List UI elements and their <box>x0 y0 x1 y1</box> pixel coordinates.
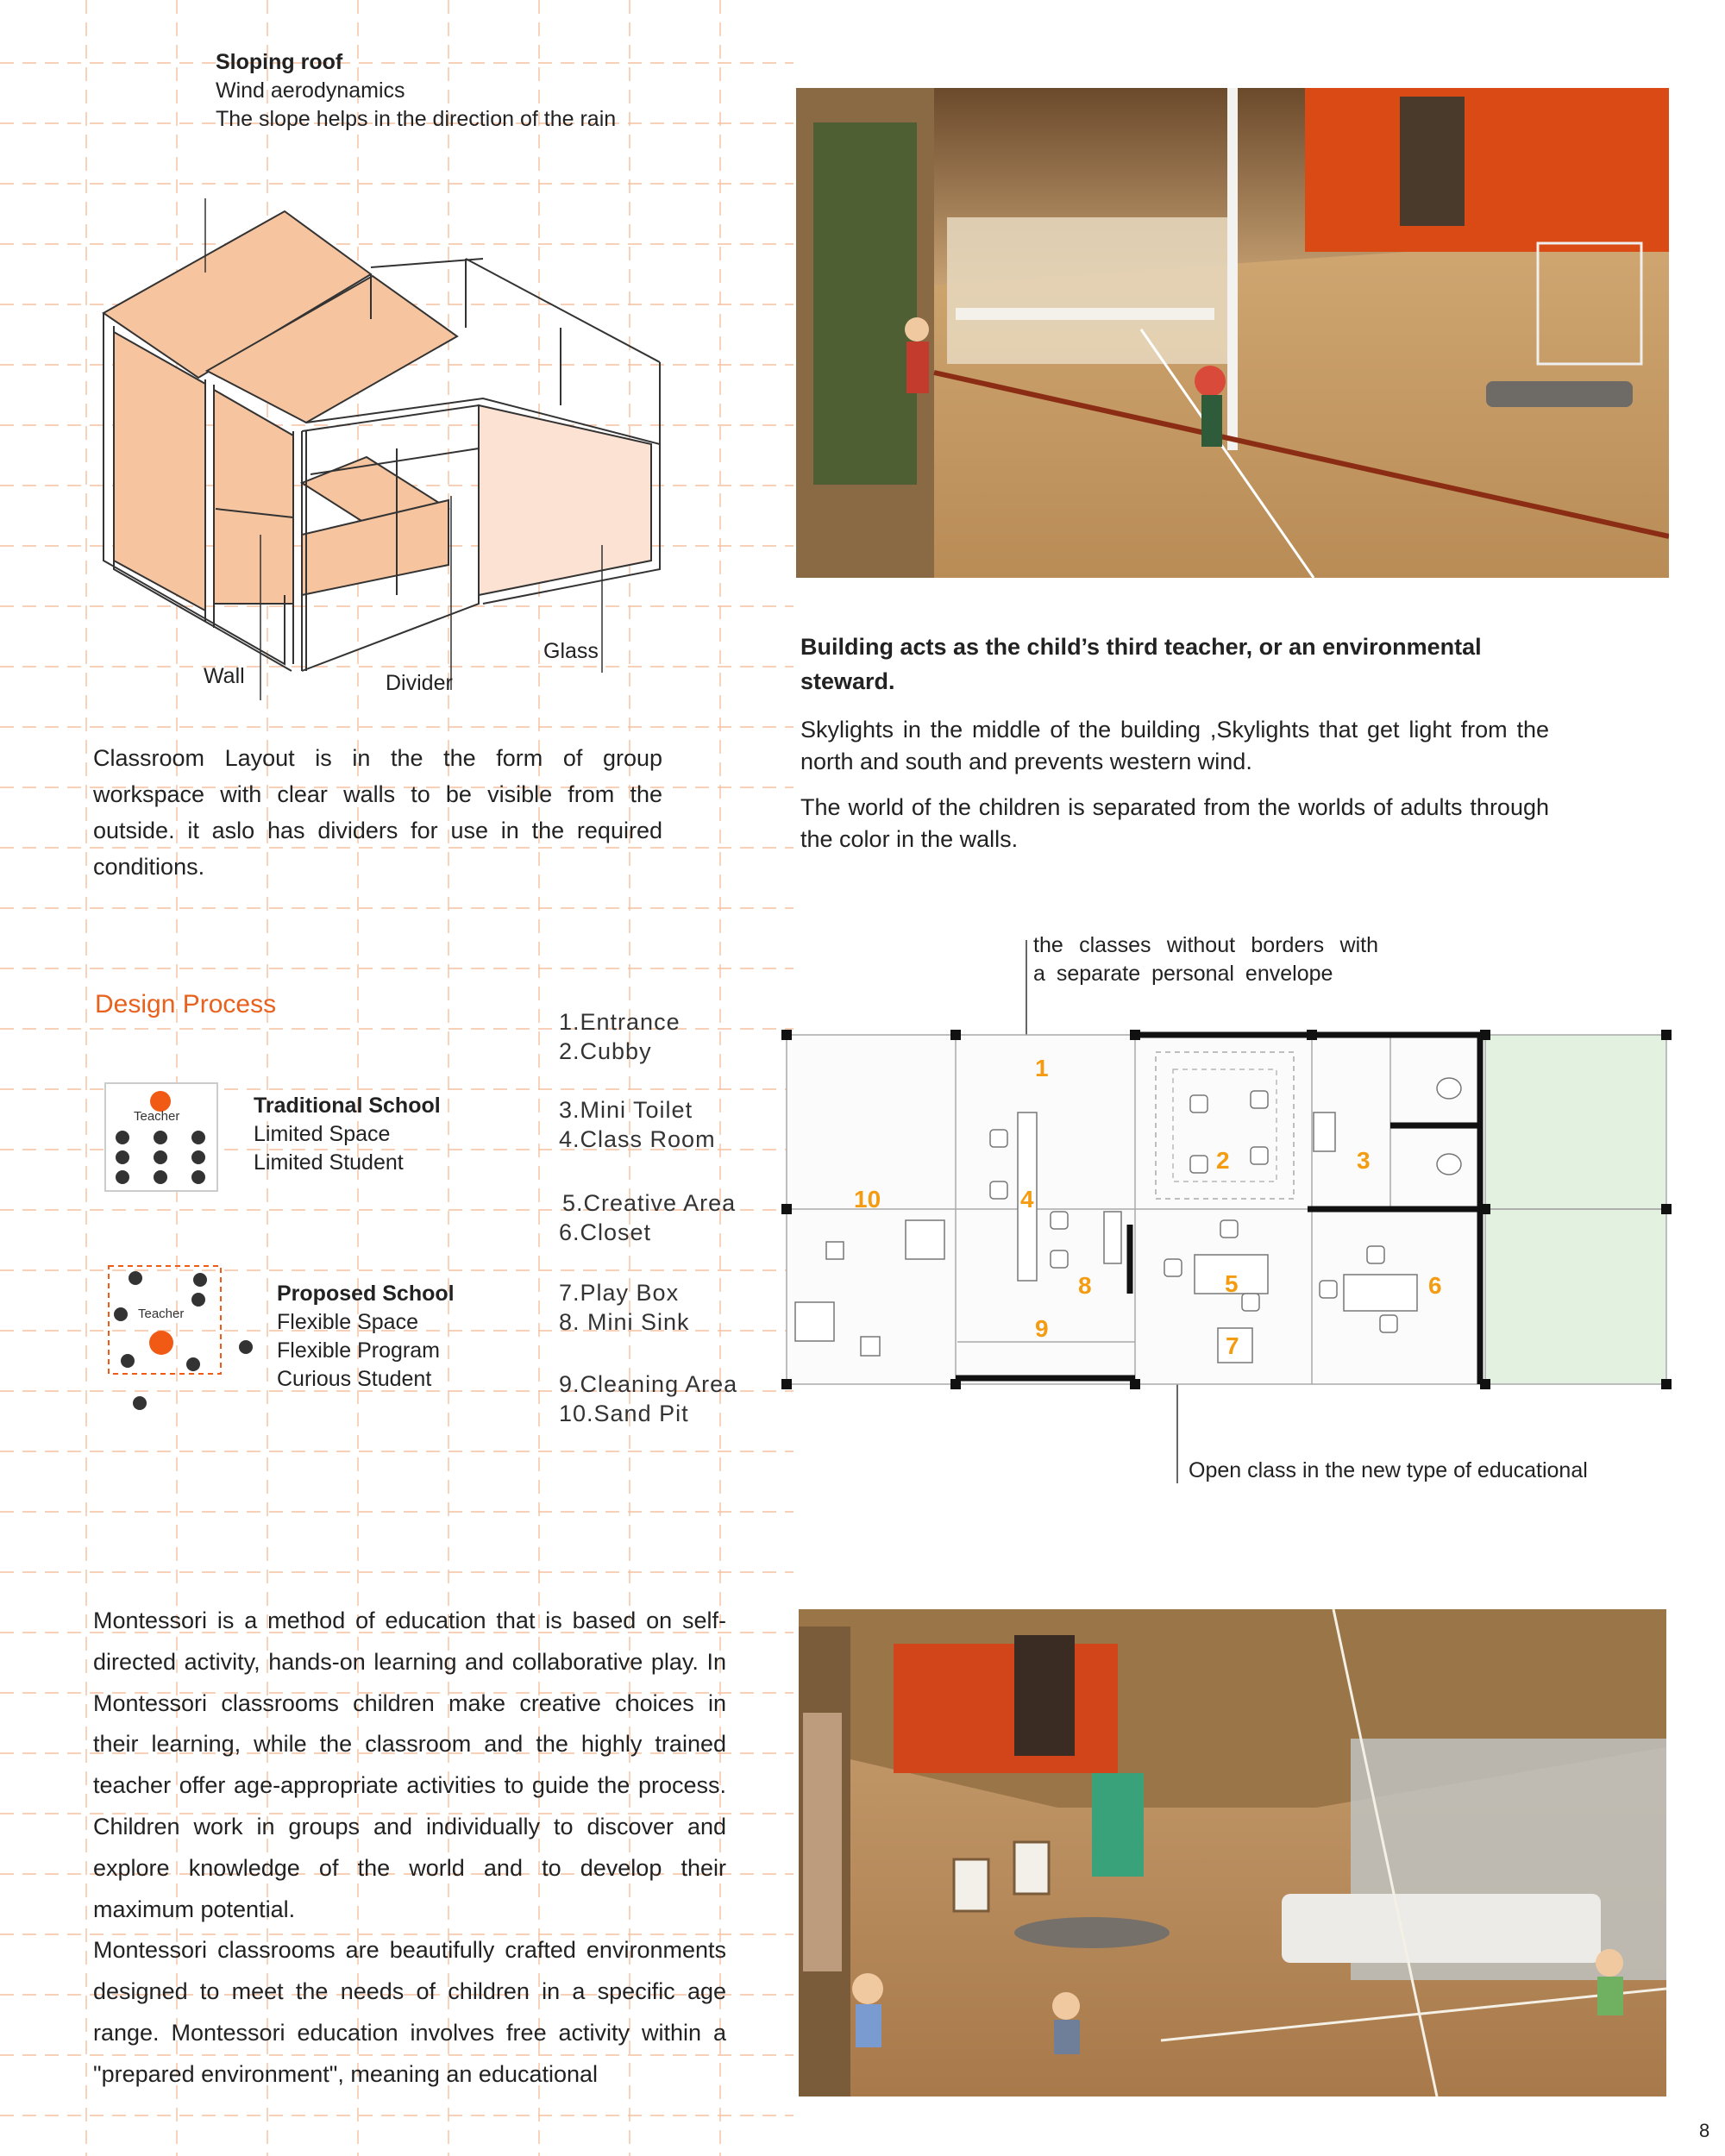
proposed-school-title: Proposed School <box>277 1282 455 1306</box>
building-text-block <box>800 630 1549 856</box>
glass-panel <box>479 405 651 595</box>
traditional-school-line-2: Limited Student <box>254 1150 404 1175</box>
building-paragraph-1: Skylights in the middle of the building ,Skylights that get light from the north and south and prevents western wind. <box>800 717 1549 774</box>
roof-line-1: Wind aerodynamics <box>216 78 405 103</box>
proposed-school-diagram <box>104 1261 267 1416</box>
wall-label: Wall <box>204 664 245 688</box>
plan-number-5: 5 <box>1225 1270 1239 1297</box>
legend-item: 4.Class Room <box>559 1126 716 1152</box>
building-paragraph-2: The world of the children is separated from the worlds of adults through the color in the walls. <box>800 794 1549 852</box>
traditional-school-diagram <box>104 1081 220 1194</box>
montessori-paragraph-2: Montessori classrooms are beautifully crafted environments designed to meet the needs of children in a specific age range. Montessori education involves free activity within a "prepared environment", meaning an educational <box>93 1937 726 2087</box>
traditional-teacher-label: Teacher <box>134 1109 180 1124</box>
building-heading: Building acts as the child’s third teacher, or an environmental steward. <box>800 634 1482 694</box>
proposed-school-line-2: Flexible Program <box>277 1338 440 1363</box>
plan-number-9: 9 <box>1035 1315 1049 1342</box>
plan-number-2: 2 <box>1216 1147 1230 1174</box>
legend-item: 8. Mini Sink <box>559 1309 690 1335</box>
divider-label: Divider <box>386 671 453 695</box>
proposed-teacher-label: Teacher <box>138 1307 185 1321</box>
proposed-school-line-3: Curious Student <box>277 1367 432 1391</box>
plan-number-3: 3 <box>1357 1147 1371 1174</box>
legend-item: 3.Mini Toilet <box>559 1097 693 1123</box>
plan-number-7: 7 <box>1226 1332 1239 1359</box>
floor-plan <box>776 931 1673 1492</box>
plan-legend <box>559 1007 737 1428</box>
proposed-school-line-1: Flexible Space <box>277 1310 418 1334</box>
legend-item: 10.Sand Pit <box>559 1401 689 1426</box>
plan-number-8: 8 <box>1078 1272 1092 1299</box>
legend-item: 2.Cubby <box>559 1038 652 1064</box>
legend-item: 7.Play Box <box>559 1280 680 1306</box>
plan-number-6: 6 <box>1428 1272 1442 1299</box>
legend-item: 1.Entrance <box>559 1009 681 1035</box>
plan-annotation-top: the classes without borders with a separate personal envelope <box>1033 933 1378 986</box>
plan-number-10: 10 <box>854 1186 881 1213</box>
plan-number-1: 1 <box>1035 1055 1049 1081</box>
interior-render-top <box>796 88 1669 578</box>
plan-number-4: 4 <box>1020 1186 1034 1213</box>
montessori-paragraph-1: Montessori is a method of education that is based on self-directed activity, hands-on learning and collaborative play. In Montessori classrooms children make creative choices in their learning, while the classroom and the highly trained teacher offer age-appropriate activities to guide the process. Children work in groups and individually to discover and explore knowledge of the world and to develop their maximum potential. <box>93 1608 726 1922</box>
proposed-school-text <box>277 1280 455 1394</box>
page-number: 8 <box>1699 2120 1710 2141</box>
plan-annotation-bottom: Open class in the new type of educational <box>1189 1458 1588 1482</box>
interior-render-bottom <box>799 1609 1666 2096</box>
legend-item: 5.Creative Area <box>562 1190 737 1216</box>
legend-item: 9.Cleaning Area <box>559 1371 738 1397</box>
classroom-description: Classroom Layout is in the the form of group workspace with clear walls to be visible from the outside. it aslo has dividers for use in the required conditions. <box>93 745 662 880</box>
roof-title: Sloping roof <box>216 50 343 74</box>
design-process-title: Design Process <box>95 990 277 1018</box>
montessori-text <box>93 1601 726 2096</box>
wall-panel-front <box>214 390 293 604</box>
traditional-school-text <box>254 1092 441 1177</box>
traditional-school-title: Traditional School <box>254 1094 441 1118</box>
roof-annotation <box>216 48 664 134</box>
roof-line-2: The slope helps in the direction of the rain <box>216 107 617 131</box>
traditional-school-line-1: Limited Space <box>254 1122 391 1146</box>
legend-item: 6.Closet <box>559 1219 652 1245</box>
glass-label: Glass <box>543 639 599 663</box>
